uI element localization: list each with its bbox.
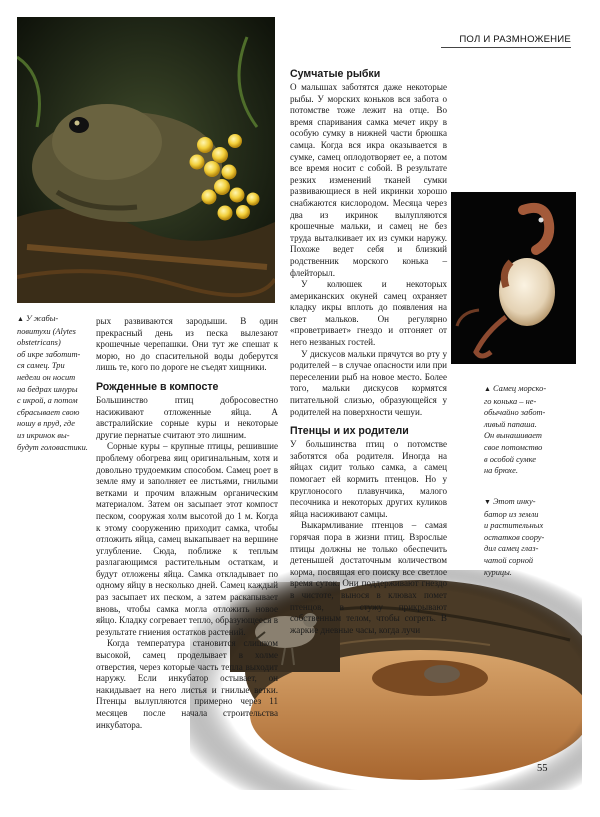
caption-line: ливый папаша. [484,419,537,429]
caption-line: obstetricans) [17,338,61,348]
caption-line: на бедрах шнуры [17,384,78,394]
caption-line: на брюхе. [484,466,518,476]
caption-line: У жабы- [25,314,59,323]
paragraph: Большинство птиц добросовестно насиживают отложенные яйца. А австралийские сорные куры и некоторые другие пернатые считают это лишним. [96,394,278,440]
mound-caption [484,496,576,578]
caption-line: ношу в пруд, где [17,419,75,429]
caption-line: обычайно забот- [484,408,546,418]
page-number: 55 [537,763,548,774]
caption-line: Самец морско- [492,384,547,393]
section-heading: Рожденные в компосте [96,380,219,393]
paragraph: рых развиваются зародыши. В один прекрасный день из песка вылезают крошечные черепашки. Они тут же спешат к морю, но до спасительной воды доберутся лишь те, кого по дороге не съедят хищники. [96,316,278,373]
article-column-right [290,68,447,636]
caption-line: дил самец глаз- [484,544,539,554]
toad-photo [17,17,275,303]
caption-line: об икре заботит- [17,349,81,359]
caption-line: в особой сумке [484,454,537,464]
caption-line: будут головастики. [17,442,88,452]
caption-line: недели он носит [17,372,76,382]
caption-line: из икринок вы- [17,430,70,440]
section-heading: Сумчатые рыбки [290,68,381,80]
caption-line: сбрасывает свою [17,407,80,417]
caption-line: Он вынашивает [484,431,542,441]
paragraph: Сорные куры – крупные птицы, решившие проблему обогрева яиц оригинальным, хотя и довольно трудоемким способом. Самец роет в земле яму и заполняет ее листьями, гнилыми ветками и прочим влажным органическим материалом. Затем он засыпает этот компост песком, сооружая холм высотой до 1 м. Когда к этому сооружению приходит самка, чтобы отложить яйца, самец выкапывает на вершине углубление. Сюда, поближе к теплым разлагающимся растительным остаткам, и будут отложены яйца. Самка откладывает по одному яйцу в несколько дней. Самец каждый раз засыпает их песком, а затем раскапывает вновь, чтобы самка могла отложить новое яйцо. Кладку согревает тепло, образующееся в результате гниения остатков растений. [96,441,278,637]
header-rule [441,47,571,48]
paragraph: Выкармливание птенцов – самая горячая пора в жизни птиц. Взрослые птицы должны не только обеспечить детенышей достаточным количеством корма, посвящая его поиску все светлое время суток. Они поддерживают гнездо в чистоте, вынося в клювах помет птенцов, в стужу прикрывают собственным телом, чтобы согреть. В жаркие дневные часы, когда лучи [290,520,447,635]
article-column-middle [96,316,278,731]
caption-line: и растительных [484,521,544,531]
caption-line: го конька – не- [484,396,537,406]
triangle-up-icon: ▲ [484,385,491,393]
paragraph: У большинства птиц о потомстве заботятся оба родителя. Иногда на яйцах сидит только самка, а самец помогает ей кормить птенцов. Но у круглоносого плавунчика, малого песочника и некоторых других куликов яйца насиживают самцы. [290,439,447,519]
caption-line: с икрой, а потом [17,396,78,406]
triangle-up-icon: ▲ [17,315,24,323]
paragraph: У колюшек и некоторых американских окуней самец охраняет кладку икры вплоть до появления на свет мальков. Он регулярно «проветривает» гнездо и отгоняет от него незваных гостей. [290,279,447,348]
caption-line: повитухи (Alytes [17,326,76,336]
caption-line: курицы. [484,567,512,577]
seahorse-photo [451,192,576,364]
caption-line: Этот инку- [492,497,536,506]
section-title: ПОЛ И РАЗМНОЖЕНИЕ [459,34,571,45]
paragraph: О малышах заботятся даже некоторые рыбы. У морских коньков вся забота о потомстве тоже лежит на отце. Во время спаривания самка мечет икру в особую сумку в нижней части брюшка самца. Когда вся икра оказывается в сумке, самец оплодотворяет ее, а потом все время носит с собой. В результате резких изменений тканей сумки развивающиеся в ней икринки хорошо снабжаются кислородом. Месяца через два из икринок вылупляются крошечные мальки, и самец не без труда выталкивает их из сумки наружу. Похоже ведет себя и близкий родственник морского конька – флейторыл. [290,82,447,278]
seahorse-caption [484,383,576,477]
caption-line: чатой сорной [484,555,534,565]
caption-line: свое потомство [484,442,543,452]
triangle-down-icon: ▼ [484,498,491,506]
toad-caption [17,313,93,453]
caption-line: ся самец. Три [17,361,65,371]
paragraph: У дискусов мальки прячутся во рту у родителей – в случае опасности или при переселении рыб на новое место. Более того, мальки дискусов кормятся питательной слизью, образующейся у родителей на поверхности чешуи. [290,348,447,417]
paragraph: Когда температура становится слишком высокой, самец проделывает в холме отверстия, через которые часть тепла выходит наружу. Если инкубатор остывает, он накидывает на него листья и гнилые ветки. Птенцы вылупляются примерно через 11 месяцев после начала строительства инкубатора. [96,638,278,730]
section-heading: Птенцы и их родители [290,425,409,438]
caption-line: остатков соору- [484,532,545,542]
caption-line: батор из земли [484,509,539,519]
